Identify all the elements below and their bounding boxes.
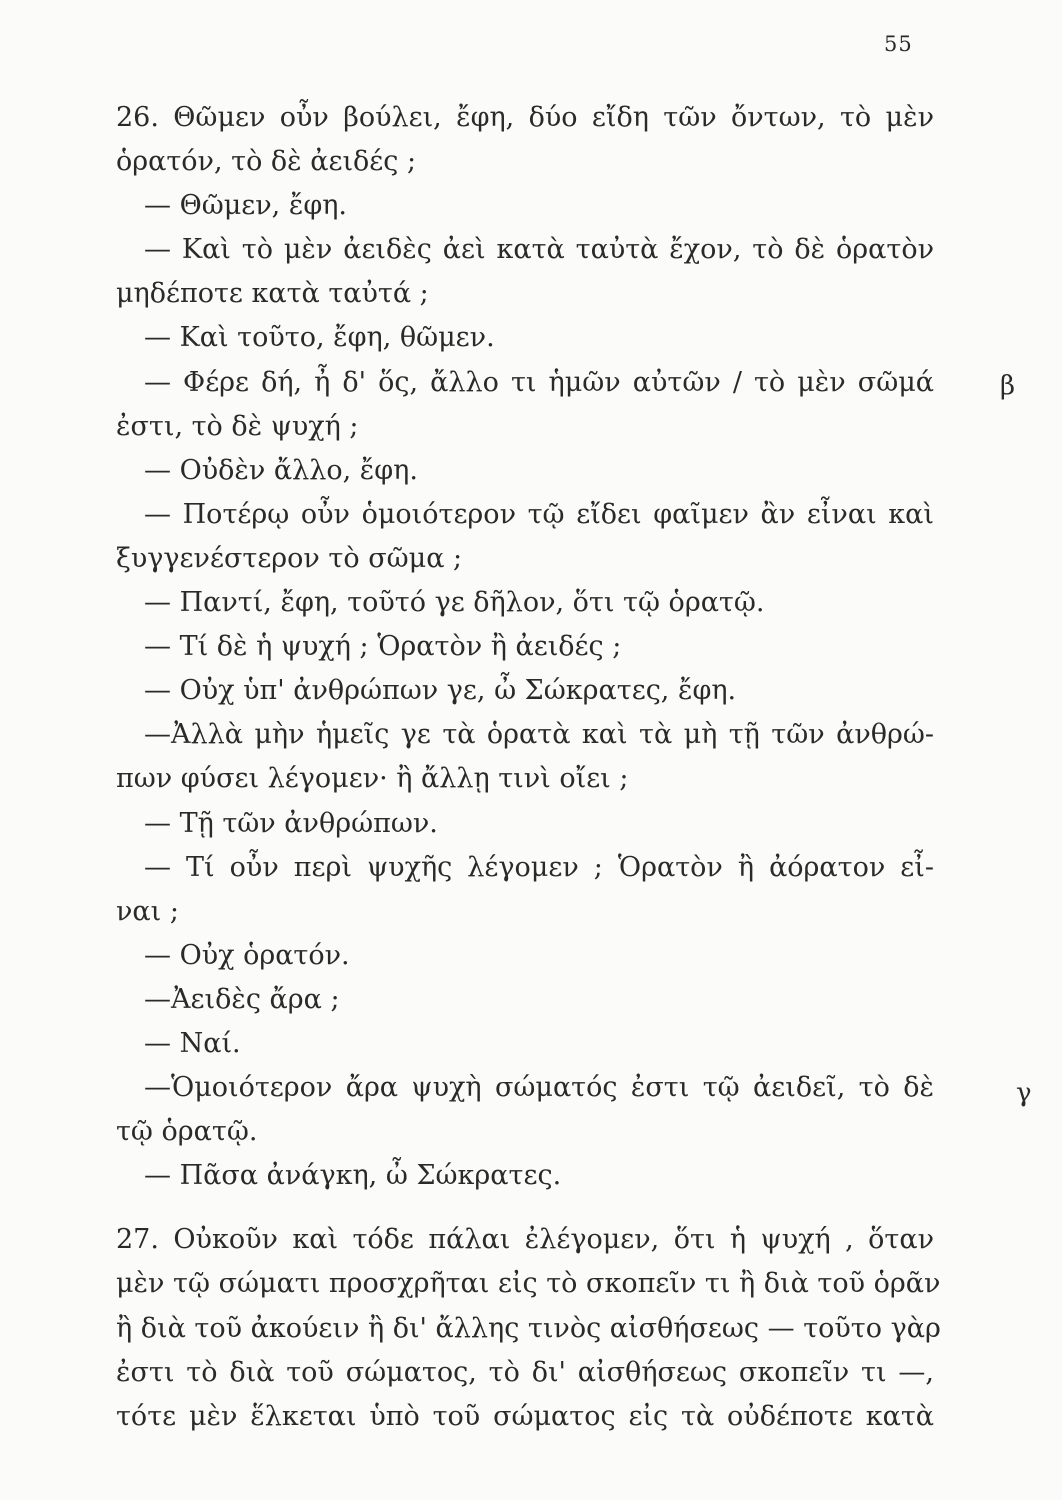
text-line: — Πᾶσα ἀνάγκη, ὦ Σώκρατες.	[144, 1160, 562, 1192]
text-line: ἢ διὰ τοῦ ἀκούειν ἢ δι' ἄλλης τινὸς αἰσθήσεως — τοῦτο γὰρ	[116, 1312, 941, 1344]
body-text	[116, 96, 941, 1439]
text-line: — Οὐχ ὁρατόν.	[144, 939, 350, 971]
text-line: — Οὐδὲν ἄλλο, ἔφη.	[144, 454, 418, 486]
text-line: τότε μὲν ἕλκεται ὑπὸ τοῦ σώματος εἰς τὰ οὐδέποτε κατὰ	[116, 1400, 934, 1432]
text-line: 26. Θῶμεν οὖν βούλει, ἔφη, δύο εἴδη τῶν ὄντων, τὸ μὲν	[116, 102, 934, 133]
text-line: — Ναί.	[144, 1027, 241, 1059]
text-line: μηδέποτε κατὰ ταὐτά ;	[116, 278, 429, 310]
text-line: — Καὶ τὸ μὲν ἀειδὲς ἀεὶ κατὰ ταὐτὰ ἔχον, τὸ δὲ ὁρατὸν	[144, 234, 934, 266]
text-line: — Ποτέρῳ οὖν ὁμοιότερον τῷ εἴδει φαῖμεν ἂν εἶναι καὶ	[144, 498, 934, 530]
text-line: — Θῶμεν, ἔφη.	[144, 190, 348, 222]
text-line: —Ὁμοιότερον ἄρα ψυχὴ σώματός ἐστι τῷ ἀειδεῖ, τὸ δὲ	[144, 1072, 934, 1104]
text-line: ναι ;	[116, 895, 179, 927]
text-line: μὲν τῷ σώματι προσχρῆται εἰς τὸ σκοπεῖν τι ἢ διὰ τοῦ ὁρᾶν	[116, 1268, 941, 1300]
text-line: ξυγγενέστερον τὸ σῶμα ;	[116, 542, 463, 574]
text-line: 27. Οὐκοῦν καὶ τόδε πάλαι ἐλέγομεν, ὅτι ἡ ψυχή , ὅταν	[116, 1224, 934, 1256]
text-line: — Τί οὖν περὶ ψυχῆς λέγομεν ; Ὁρατὸν ἢ ἀόρατον εἶ-	[144, 851, 934, 883]
text-line: — Φέρε δή, ἦ δ' ὅς, ἄλλο τι ἡμῶν αὐτῶν / τὸ μὲν σῶμά	[144, 366, 934, 398]
text-line: — Τῇ τῶν ἀνθρώπων.	[144, 807, 438, 839]
text-line: — Οὐχ ὑπ' ἀνθρώπων γε, ὦ Σώκρατες, ἔφη.	[144, 675, 737, 707]
text-line: ἐστι, τὸ δὲ ψυχή ;	[116, 410, 359, 442]
text-line: πων φύσει λέγομεν· ἢ ἄλλῃ τινὶ οἴει ;	[116, 763, 629, 795]
page-number: 55	[884, 32, 913, 56]
text-line: —Ἀλλὰ μὴν ἡμεῖς γε τὰ ὁρατὰ καὶ τὰ μὴ τῇ τῶν ἀνθρώ-	[144, 719, 934, 751]
text-line: ὁρατόν, τὸ δὲ ἀειδές ;	[116, 146, 417, 178]
text-line: —Ἀειδὲς ἄρα ;	[144, 983, 340, 1015]
text-line: — Τί δὲ ἡ ψυχή ; Ὁρατὸν ἢ ἀειδές ;	[144, 631, 622, 663]
margin-mark-beta: β	[1000, 371, 1016, 401]
text-line: — Καὶ τοῦτο, ἔφη, θῶμεν.	[144, 322, 495, 354]
margin-mark-gamma: γ	[1016, 1078, 1032, 1108]
text-line: ἐστι τὸ διὰ τοῦ σώματος, τὸ δι' αἰσθήσεως σκοπεῖν τι —,	[116, 1356, 934, 1388]
text-line: τῷ ὁρατῷ.	[116, 1116, 258, 1148]
text-line: — Παντί, ἔφη, τοῦτό γε δῆλον, ὅτι τῷ ὁρατῷ.	[144, 587, 765, 619]
